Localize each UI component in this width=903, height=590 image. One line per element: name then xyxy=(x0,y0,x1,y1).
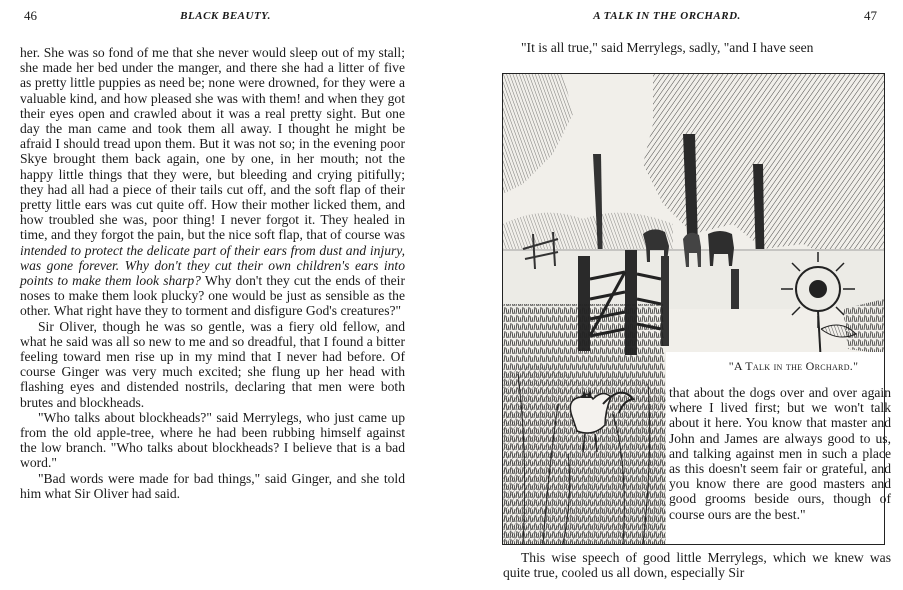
left-paragraph xyxy=(20,319,405,410)
right-page-number: 47 xyxy=(864,8,877,23)
left-paragraph xyxy=(20,410,405,471)
right-top-line: "It is all true," said Merrylegs, sadly, "and I have seen xyxy=(521,40,814,55)
left-page xyxy=(0,0,451,590)
text-segment: her. She was so fond of me that she never would sleep out of my stall; she made her bed under the manger, and there she had a litter of five as pretty little puppies as need be; none were drowned, for they were a valuable kind, and how pleased she was with them! and when they got their eyes open and crawled about it was a real pretty sight. But one day the man came and took them all away. I thought he might be afraid I should tread upon them. But it was not so; in the evening poor Skye brought them back again, one by one, in her mouth; not the happy little things that they were, but bleeding and crying pitifully; they had all had a piece of their tails cut off, and the soft flap of their pretty little ears was cut quite off. How their mother licked them, and how troubled she was, poor thing! I never forgot it. They healed in time, and they forgot the pain, but the nice soft flap, that of course was xyxy=(20,45,405,243)
left-running-head xyxy=(0,8,451,28)
right-running-title: A TALK IN THE ORCHARD. xyxy=(593,10,741,22)
italic-text-segment: intended to protect the delicate part of their ears from dust and injury, was gone forever. Why don't they cut their own children's ears into points to make them look sharp? xyxy=(20,242,405,289)
right-running-head xyxy=(451,8,903,28)
left-page-number: 46 xyxy=(24,8,37,23)
text-segment: Why don't they cut the ends of their noses to make them look plucky? one would be just as sensible as the other. What right have they to torment and disfigure God's creatures?" xyxy=(20,273,405,319)
left-paragraph xyxy=(20,471,405,501)
text-segment: "Who talks about blockheads?" said Merrylegs, who just came up from the old apple-tree, where he had been rubbing himself against the low branch. "Who talks about blockheads? I believe that is a bad word." xyxy=(20,409,405,471)
left-body-text xyxy=(20,45,405,501)
illustration-caption: "A Talk in the Orchard." xyxy=(728,359,859,373)
text-segment: "Bad words were made for bad things," said Ginger, and she told him what Sir Oliver had said. xyxy=(20,470,405,501)
right-page xyxy=(451,0,903,590)
text-segment: Sir Oliver, though he was so gentle, was a fiery old fellow, and what he said was all so new to me and so dreadful, that I found a bitter feeling toward men rise up in my mind that I never had before. Of course Ginger was very much excited; she flung up her head with flashing eyes and distended nostrils, declaring that men were both brutes and blockheads. xyxy=(20,318,405,410)
right-bottom-text: This wise speech of good little Merrylegs, which we knew was quite true, cooled us all down, especially Sir xyxy=(503,550,891,581)
right-column-text: that about the dogs over and over again where I lived first; but we won't talk about it here. You know that master and John and James are always good to us, and talking against men in such a place as this doesn't seem fair or grateful, and you know there are good masters and good grooms beside ours, though of course ours are the best." xyxy=(669,385,891,522)
left-running-title: BLACK BEAUTY. xyxy=(180,10,271,22)
left-paragraph xyxy=(20,45,405,319)
